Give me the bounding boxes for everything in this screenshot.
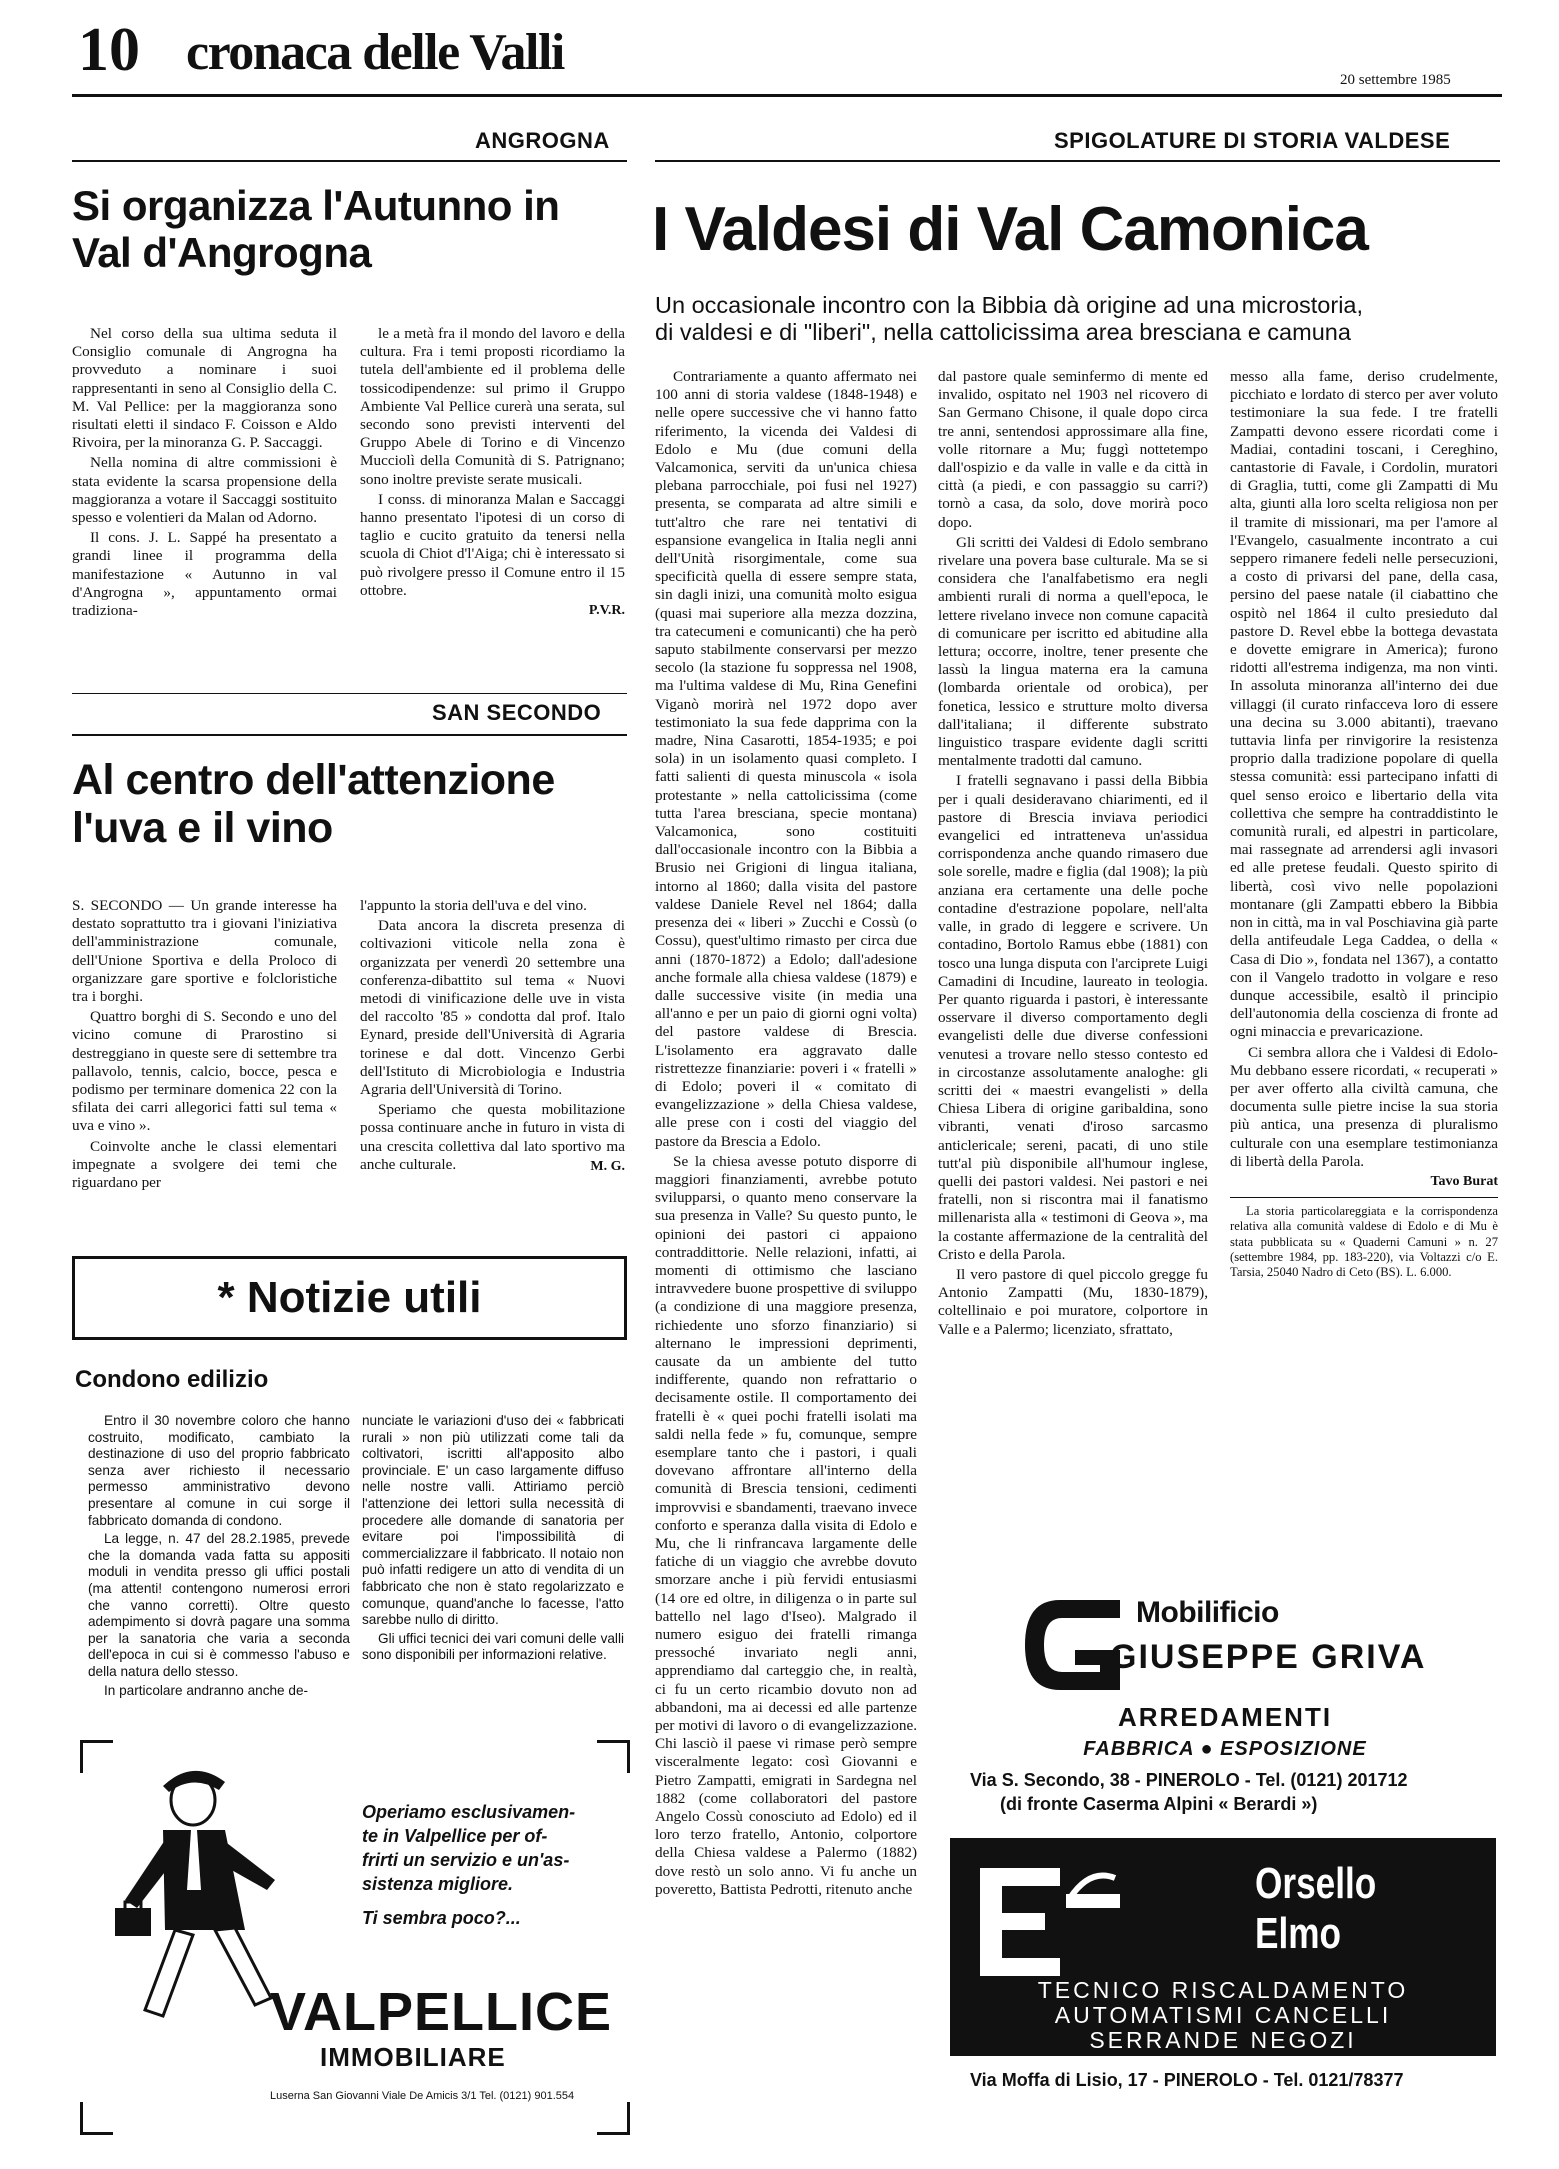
author-signature: P.V.R. — [588, 603, 625, 619]
orsello-name-2: Elmo — [1255, 1909, 1342, 1958]
angrogna-col-1 — [72, 325, 337, 622]
service-line: SERRANDE NEGOZI — [1089, 2027, 1357, 2053]
griva-tagline: ARREDAMENTI — [1117, 1702, 1333, 1732]
orsello-address: Via Moffa di Lisio, 17 - PINEROLO - Tel. 0121/78377 — [970, 2070, 1404, 2090]
slogan-line: frirti un servizio e un'as- — [362, 1850, 570, 1870]
griva-sub — [950, 1738, 1500, 1761]
page-number: 10 — [78, 16, 140, 84]
paragraph: Ci sembra allora che i Valdesi di Edolo-Mu debbano essere ricordati, « recuperati » per aver offerto alla civiltà camuna, che documenta sulle pietre incise la sua storia più antica, una presenza di pluralismo culturale con una esemplare testimonianza di libertà della Parola. — [1230, 1043, 1498, 1170]
paragraph: le a metà fra il mondo del lavoro e della cultura. Fra i temi proposti ricordiamo la tutela dell'ambiente ed il problema delle tossicodipendenze: sul primo il Gruppo Ambiente Val Pellice curerà una serata, sul secondo sono previsti interventi del Gruppo Abele di Torino e di Vincenzo Mucciolì della Comunità di S. Patrignano; sono inoltre previste serate musicali. — [360, 325, 625, 488]
notizie-utili-box — [72, 1256, 627, 1340]
san-secondo-col-2 — [360, 897, 625, 1176]
griva-brand-top: Mobilificio — [1136, 1596, 1279, 1629]
paragraph: Nella nomina di altre commissioni è stata evidente la scarsa propensione della maggioranza a votare il Saccaggi sostituito spesso e volentieri da Malan od Adorno. — [72, 454, 337, 527]
orsello-ad — [950, 1838, 1496, 2128]
service-line: TECNICO RISCALDAMENTO — [1037, 1977, 1409, 2003]
paragraph: S. SECONDO — Un grande interesse ha destato soprattutto tra i giovani l'iniziativa dell'amministrazione comunale, dell'Unione Sportiva e della Proloco di organizzare gare sportive e folcloristiche tra i borghi. — [72, 897, 337, 1006]
section-label-angrogna: ANGROGNA — [475, 128, 610, 153]
paragraph: Il vero pastore di quel piccolo gregge fu Antonio Zampatti (Mu, 1830-1879), coltellinaio e poi muratore, colportore in Valle e a Palermo; licenziato, sfrattato, — [938, 1265, 1208, 1338]
section-label-san-secondo: SAN SECONDO — [432, 700, 602, 725]
condono-subhead: Condono edilizio — [75, 1366, 269, 1393]
valpellice-subname: IMMOBILIARE — [320, 2042, 506, 2072]
paragraph: messo alla fame, deriso crudelmente, picchiato e lordato di sterco per aver voluto testimoniare la sua fede. I tre fratelli Zampatti devono essere ricordati come i Madiai, contadini toscani, i Cereghino, cantastorie di Favale, i Cordolin, muratori di Graglia, tutti, come gli Zampatti di Mu alta, giunti alla loro scelta religiosa non per il tramite di missionari, ma per l'amore al l'Evangelo, casualmente incontrato a cui seppero rimanere fedeli nelle persecuzioni, a costo di privarsi del pane, della casa, persino del paese natale (il ciabattino che ospitò nel 1864 il culto presieduto dal pastore D. Revel ebbe la bottega devastata e dovette emigrare in America); furono ridotti all'estrema indigenza, ma non vinti. In assoluta minoranza all'interno dei due villaggi (il curato rinfacceva loro di essere una decina su 3.000 abitanti), traevano tuttavia linfa per rinvigorire la resistenza proprio dalla tradizione popolare di quella stessa comunità: essi partecipano infatti di quel senso eroico e libertario della vita collettiva che sempre ha contraddistinto le comunità rurali, ed alpestri in particolare, mai rassegnate ad arrendersi agli invasori ed alle pretese feudali. Questo spirito di libertà, così vivo nelle popolazioni montanare (gli Zampatti ebbero la Bibbia non in città, ma in val Poschiavina già parte della antifeudale Lega Caddea, o della « Casa di Dio », fondata nel 1367), a contatto con il Vangelo tradotto in volgare e reso dunque accessibile, esaltò il principio dell'autonomia della coscienza di fronte ad ogni minaccia e prevaricazione. — [1230, 368, 1498, 1041]
paragraph: Data ancora la discreta presenza di coltivazioni viticole nella zona è organizzata per venerdì 20 settembre una conferenza-dibattito sul tema « Nuovi metodi di vinificazione delle uve in vista del raccolto '85 » condotta dal prof. Italo Eynard, preside dell'Università di Agraria torinese e dal dott. Vincenzo Gerbi dell'Istituto di Microbiologia e Industria Agraria dell'Università di Torino. — [360, 917, 625, 1099]
slogan-line: te in Valpellice per of- — [362, 1826, 548, 1846]
slogan-line: sistenza migliore. — [362, 1874, 514, 1894]
valpellice-name: VALPELLICE — [270, 1982, 613, 2042]
paragraph: Gli uffici tecnici dei vari comuni delle valli sono disponibili per informazioni relative. — [362, 1630, 624, 1663]
paragraph: Speriamo che questa mobilitazione possa continuare anche in futuro in vista di una crescita collettiva dal lato sportivo ma anche culturale. — [360, 1101, 625, 1173]
subtitle-line: Un occasionale incontro con la Bibbia dà origine ad una microstoria, — [655, 292, 1364, 318]
paragraph: Nel corso della sua ultima seduta il Consiglio comunale di Angrogna ha provveduto a nominare i suoi rappresentanti in seno al Consiglio della C. M. Val Pellice: per la maggioranza sono risultati eletti il sindaco F. Coisson e Aldo Rivoira, per la minoranza G. P. Saccaggi. — [72, 325, 337, 452]
section-label-valdesi: SPIGOLATURE DI STORIA VALDESE — [1054, 128, 1451, 153]
subtitle-line: di valdesi e di "liberi", nella cattolicissima area bresciana e camuna — [655, 319, 1351, 345]
paragraph: Quattro borghi di S. Secondo e uno del vicino comune di Prarostino si destreggiano in queste sere di settembre tra pallavolo, tennis, calcio, bocce, pesca e podismo per terminare domenica 22 con la sfilata dei carri allegorici fatti sul tema « uva e vino ». — [72, 1008, 337, 1135]
paragraph: Il cons. J. L. Sappé ha presentato a grandi linee il programma della manifestazione « Autunno in val d'Angrogna », appuntamento ormai tradiziona- — [72, 529, 337, 620]
paragraph: I fratelli segnavano i passi della Bibbia per i quali desideravano chiarimenti, ed il pastore di Brescia inviava periodici evangelici ed intratteneva un'assidua corrispondenza anche quando rimasero due sole sorelle, madre e figlia (dal 1908); la più anziana era certamente una delle poche contadine d'estrazione popolare, nell'alta valle, in grado di leggere e scrivere. Un contadino, Bortolo Ramus ebbe (1881) con tosco una lunga disputa con l'arciprete Luigi Camadini di Incudine, laureato in teologia. Per quanto riguarda i pastori, è interessante osservare il diverso comportamento degli evangelisti delle due diverse confessioni venutesi a trovare nello stesso contesto ed in circostanze assolutamente analoghe: gli scritti dei « maestri evangelisti » della Chiesa Libera di origine garibaldina, sono vibranti, venati d'iroso sarcasmo anticlericale; sereni, pacati, di uno stile tutt'al più disponibile all'humour inglese, quelli dei pastori valdesi. Nei pastori e nei fratelli, non si riscontra mai il fanatismo millenarista alla « testimoni di Geova », ma la costante affermazione de la centralità del Cristo e della Parola. — [938, 772, 1208, 1263]
bullet-icon: ● — [1200, 1738, 1221, 1760]
griva-brand-name: GIUSEPPE GRIVA — [1110, 1638, 1427, 1676]
paragraph: dal pastore quale seminfermo di mente ed invalido, ospitato nel 1903 nel ricovero di San Germano Chisone, il quale dopo circa tre anni, sentendosi approssimare alla fine, volle ritornare a Mu; fuggì nottetempo dall'ospizio e da valle in valle e da città in città (a piedi, e con passaggio su carri?) tornò a casa, da solo, dove morirà poco dopo. — [938, 368, 1208, 531]
angrogna-rule — [72, 160, 627, 162]
paragraph: nunciate le variazioni d'uso dei « fabbricati rurali » non più utilizzati come tali da coltivatori, iscritti all'apposito albo provinciale. E' un caso largamente diffuso nelle nostre valli. Attiriamo perciò l'attenzione dei lettori sulla necessità di procedere alle domande di sanatoria per evitare poi l'impossibilità di commercializzare il fabbricato. Il notaio non può infatti redigere un atto di vendita di un fabbricato che non è stato regolarizzato e comunque, quand'anche lo facesse, l'atto sarebbe nullo di diritto. — [362, 1413, 624, 1628]
san-secondo-headline: Al centro dell'attenzione l'uva e il vino — [72, 756, 555, 853]
footnote: La storia particolareggiata e la corrispondenza relativa alla comunità valdese di Edolo e di Mu è stata pubblicata su « Quaderni Camuni » n. 27 (settembre 1984, pp. 183-220), via Voltazzi c/o E. Tarsia, 25040 Nadro di Ceto (BS). L. 6.000. — [1230, 1204, 1498, 1279]
slogan-line: Operiamo esclusivamen- — [362, 1802, 576, 1822]
valdesi-col-2 — [938, 368, 1208, 1341]
orsello-name-1: Orsello — [1255, 1859, 1377, 1908]
san-secondo-rule — [72, 734, 627, 736]
issue-date: 20 settembre 1985 — [1340, 72, 1451, 88]
valdesi-col-3 — [1230, 368, 1498, 1280]
masthead-rule — [72, 94, 1502, 97]
paragraph: Coinvolte anche le classi elementari impegnate a svolgere dei temi che riguardano per — [72, 1137, 337, 1192]
valdesi-subtitle — [655, 292, 1505, 346]
paragraph: La legge, n. 47 del 28.2.1985, prevede che la domanda vada fatta su appositi moduli in vendita presso gli uffici postali (ma attenti! contengono numerosi errori che vanno corretti). Oltre questo adempimento si dovrà pagare una somma per la sanatoria che varia a seconda dell'epoca in cui si è commesso l'abuso e della natura dello stesso. — [88, 1531, 350, 1679]
san-secondo-col-1 — [72, 897, 337, 1194]
paragraph: Se la chiesa avesse potuto disporre di maggiori finanziamenti, avrebbe potuto svilupparsi, o quanto meno conservare la sua presenza in Valle? Su questo punto, le opinioni dei pastori ci appaiono contraddittorie. Nelle relazioni, infatti, ai momenti di ottimismo che lasciano intravvedere buone prospettive di sviluppo (a condizione di una maggiore presenza, richiedente uno sforzo finanziario) si alternano le impressioni deprimenti, causate da un ambiente del tutto indifferente, quando non refrattario o decisamente ostile. Il comportamento dei fratelli è « quei pochi fratelli isolati ma saldi nella fede » fu, comunque, sempre esemplare tanto che i pastori, i quali dovevano affrontare all'interno della comunità di Brescia tensioni, cedimenti improvvisi e sbandamenti, traevano invece conforto e speranza dalla visita di Edolo e Mu, che li rinfrancava largamente delle fatiche di un viaggio che avrebbe dovuto smorzare anche i più fervidi entusiasmi (14 ore ed oltre, in diligenza o in parte sul battello nel lago d'Iseo). Malgrado il numero esiguo dei fratelli rimanga pressoché invariato negli anni, apprendiamo dal carteggio che, in realtà, ci fu un certo ricambio dovuto non ad abbandoni, ma ai decessi ed alle partenze per motivi di lavoro o di evangelizzazione. Chi lasciò il paese vi rimase però sempre visceralmente legato: così Giovanni e Pietro Zampatti, emigrati in Sardegna nel 1882 (come collaboratori del pastore Angelo Cossù conosciuto ad Edolo) ed il loro terzo fratello, Antonio, colportore della Chiesa valdese a Palermo (1882) dove restò un solo anno. Vi fu anche un poveretto, Battista Pedrotti, ritenuto anche — [655, 1152, 917, 1898]
ad-frame-corner — [80, 2102, 113, 2135]
paragraph: Gli scritti dei Valdesi di Edolo sembrano rivelare una povera base culturale. Ma se si considera che l'analfabetismo era negli ambienti rurali di norma a quell'epoca, le lettere rivelano invece non comune capacità di comunicare per iscritto ed abitudine alla lettura; occorre, inoltre, tener presente che lassù la lingua materna era la camuna (lombarda orientale od orobica), per fonetica, lessico e strutture molto diversa dall'italiana; il differente substrato linguistico traspare evidente dagli scritti mentalmente tradotti dal camuno. — [938, 533, 1208, 770]
valdesi-headline: I Valdesi di Val Camonica — [652, 195, 1368, 264]
valdesi-rule — [655, 160, 1500, 162]
paragraph: In particolare andranno anche de- — [104, 1682, 309, 1698]
notizie-utili-title: * Notizie utili — [217, 1273, 482, 1322]
author-signature: Tavo Burat — [1430, 1173, 1498, 1189]
angrogna-col-2 — [360, 325, 625, 620]
ad-frame-corner — [597, 2102, 630, 2135]
orsello-services — [950, 1978, 1496, 2053]
newspaper-section-title: cronaca delle Valli — [186, 24, 564, 81]
paragraph: Contrariamente a quanto affermato nei 100 anni di storia valdese (1848-1948) e nelle opere successive che vi hanno fatto riferimento, la vicenda dei Valdesi di Edolo e Mu (due comuni della Valcamonica, serviti da un'unica chiesa plebana parrocchiale, poi fusi nel 1927) presenta, se comparata ad altre simili e tutt'altro che rare nei tentativi di espansione evangelica in Italia negli anni dell'Unità risorgimentale, come sua specificità quella di essere sempre stata, sin dagli inizi, una comunità molto esigua (quasi mai superiore alla mezza dozzina, tra catecumeni e comunicanti) che ha però saputo stabilmente conservarsi per mezzo secolo (la stazione fu soppressa nel 1908, ma l'ultima valdese di Mu, Rina Genefini Viganò morirà nel 1972 dopo aver testimoniato la sua fede dapprima con la madre, Nina Casarotti, 1854-1935; e poi sola) in un isolamento quasi completo. I fatti salienti di questa minuscola « isola protestante » nella cattolicissima (come tutta l'area bresciana, specie montana) Valcamonica, sono costituiti dall'occasionale incontro con la Bibbia a Brusio nei Grigioni di lingua italiana, intorno al 1860; dalla visita del pastore valdese Daniele Revel nel 1864; dalla presenza dei « liberi » Zucchi e Cossù (o Cossu), quest'ultimo rimasto per circa due anni (1870-1872) a Edolo; dall'adesione anche formale alla chiesa valdese (1879) e dalle successive visite (in media una all'anno e per un paio di giorni ogni volta) del pastore valdese di Brescia. L'isolamento era aggravato dalle ristrettezze finanziarie: poveri i « fratelli » di Edolo; poveri il « comitato di evangelizzazione » della Chiesa valdese, alle prese con i costi del viaggio del pastore da Brescia a Edolo. — [655, 368, 917, 1150]
angrogna-headline: Si organizza l'Autunno in Val d'Angrogna — [72, 182, 560, 277]
author-signature: M. G. — [590, 1159, 625, 1175]
condono-col-2 — [362, 1413, 624, 1666]
griva-landmark: (di fronte Caserma Alpini « Berardi ») — [1000, 1794, 1318, 1814]
griva-address: Via S. Secondo, 38 - PINEROLO - Tel. (0121) 201712 — [970, 1770, 1408, 1790]
valpellice-address: Luserna San Giovanni Viale De Amicis 3/1 Tel. (0121) 901.554 — [270, 2090, 575, 2102]
valdesi-col-1 — [655, 368, 917, 1901]
valpellice-ad — [80, 1740, 630, 2135]
paragraph: I conss. di minoranza Malan e Saccaggi hanno presentato l'ipotesi di un corso di taglio e cucito gratuito da tenersi nella scuola di Chiot d'l'Aiga; chi è interessato si può rivolgere presso il Comune entro il 15 ottobre. — [360, 490, 625, 599]
griva-sub-fabbrica: FABBRICA — [1083, 1738, 1194, 1760]
paragraph: l'appunto la storia dell'uva e del vino. — [360, 897, 587, 914]
griva-sub-esposizione: ESPOSIZIONE — [1220, 1738, 1367, 1760]
griva-ad — [950, 1580, 1500, 1820]
footnote-rule — [1230, 1197, 1498, 1198]
san-secondo-top-rule — [72, 693, 627, 694]
slogan-question: Ti sembra poco?... — [362, 1908, 521, 1928]
valpellice-slogan — [362, 1800, 622, 1930]
orsello-logo-icon — [970, 1858, 1120, 1988]
service-line: AUTOMATISMI CANCELLI — [1054, 2002, 1392, 2028]
condono-col-1 — [88, 1413, 350, 1701]
ad-frame-corner — [597, 1740, 630, 1773]
paragraph: Entro il 30 novembre coloro che hanno costruito, modificato, cambiato la destinazione di uso del proprio fabbricato senza aver richiesto il necessario permesso amministrativo devono presentare al comune in cui sorge il fabbricato domanda di condono. — [88, 1413, 350, 1528]
